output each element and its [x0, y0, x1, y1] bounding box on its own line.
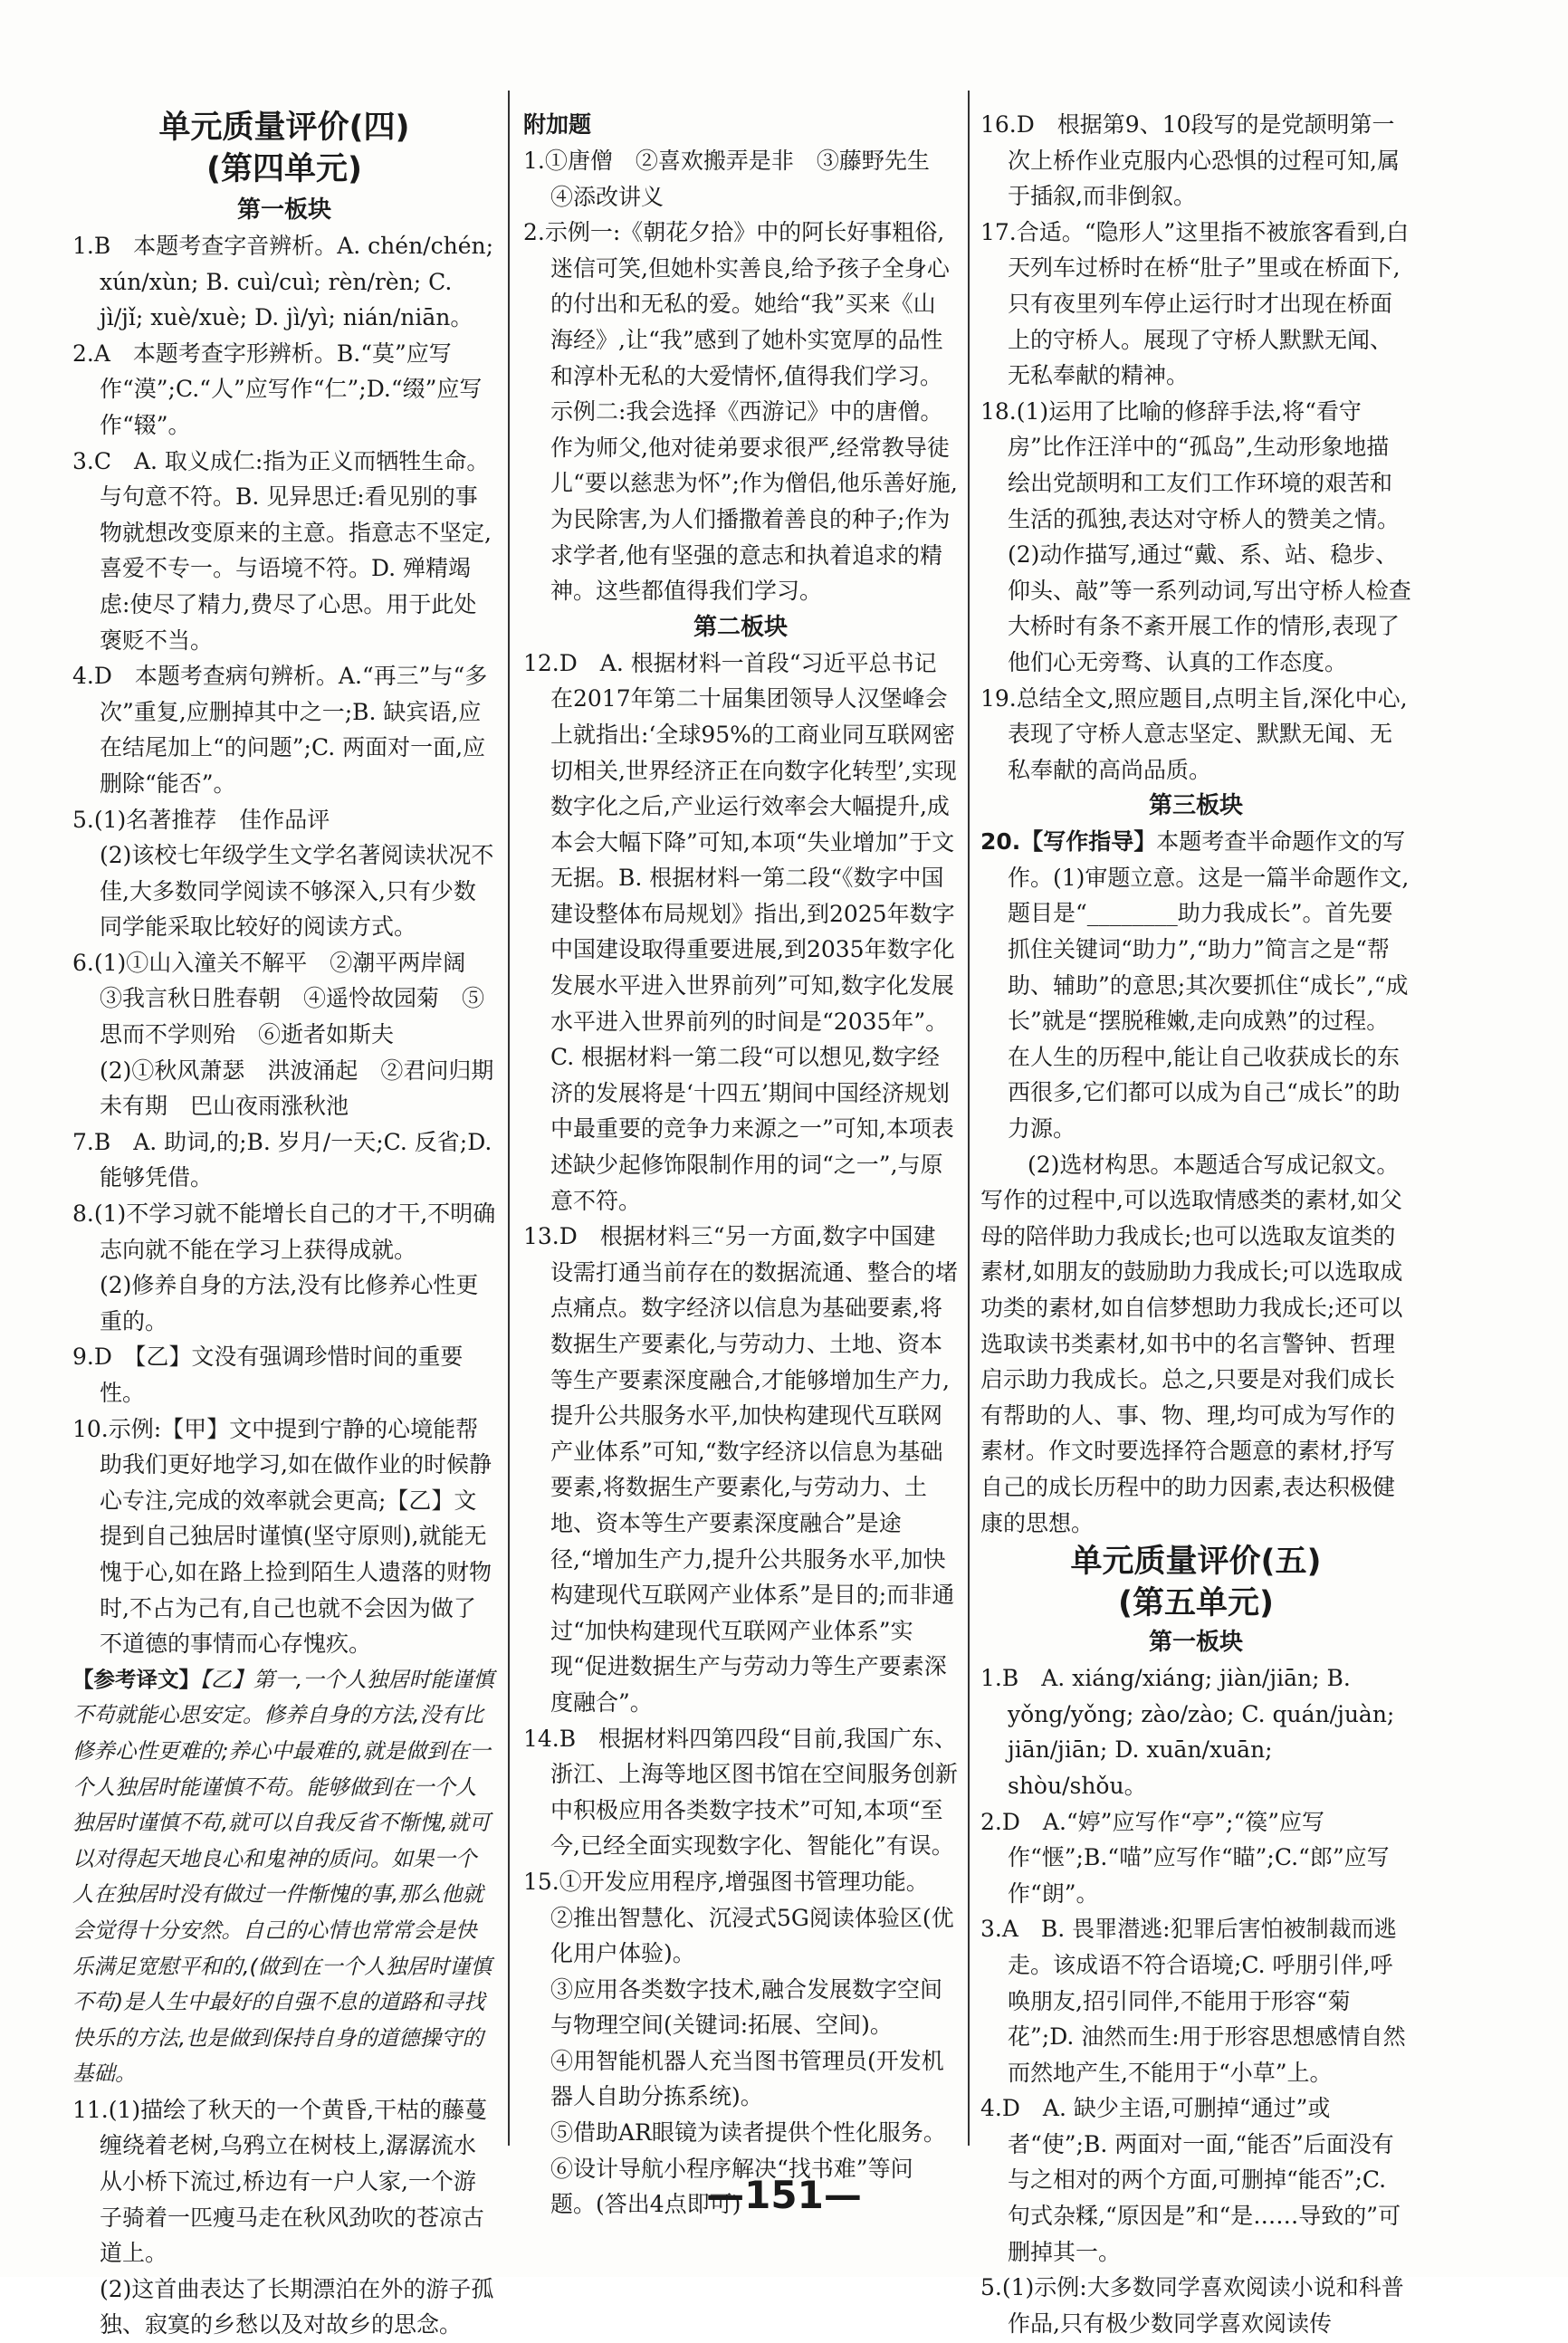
answer-item: 11.(1)描绘了秋天的一个黄昏,干枯的藤蔓缠绕着老树,乌鸦立在树枝上,潺潺流水从小桥下流过,桥边有一户人家,一个游子骑着一匹瘦马走在秋风劲吹的苍凉古道上。	[72, 2096, 488, 2267]
unit-subtitle: (第四单元)	[206, 151, 362, 187]
answer-item: (2)这首曲表达了长期漂泊在外的游子孤独、寂寞的乡愁以及对故乡的思念。	[100, 2275, 494, 2338]
answer-item: (2)该校七年级学生文学名著阅读状况不佳,大多数同学阅读不够深入,只有少数同学能采取比较好的阅读方式。	[100, 842, 494, 941]
section-heading: 第二板块	[693, 613, 788, 641]
answer-item: 2.A 本题考查字形辨析。B.“莫”应写作“漠”;C.“人”应写作“仁”;D.“缀”应写作“辍”。	[72, 339, 483, 438]
answer-item: 1.①唐僧 ②喜欢搬弄是非 ③藤野先生 ④添改讲义	[523, 148, 952, 210]
answer-item: 5.(1)示例:大多数同学喜欢阅读小说和科普作品,只有极少数同学喜欢阅读传	[980, 2274, 1404, 2337]
answer-item: 8.(1)不学习就不能增长自己的才干,不明确志向就不能在学习上获得成就。	[72, 1200, 496, 1263]
answer-item: ⑥设计导航小程序解决“找书难”等问题。(答出4点即可)	[550, 2155, 913, 2218]
answer-item	[980, 824, 1411, 1146]
section-heading: 第三板块	[1148, 792, 1243, 820]
answer-item: 3.C A. 取义成仁:指为正义而牺牲生命。与句意不符。B. 见异思迁:看见别的事物就想改变原来的主意。指意志不坚定,喜爱不专一。与语境不符。D. 殚精竭虑:使尽了精力,费尽了心思。用于此处褒贬不当。	[72, 447, 492, 654]
answer-item: 示例二:我会选择《西游记》中的唐僧。作为师父,他对徒弟要求很严,经常教导徒儿“要以慈悲为怀”;作为僧侣,他乐善好施,为民除害,为人们播撒着善良的种子;作为求学者,他有坚强的意志和执着追求的精神。这些都值得我们学习。	[550, 398, 958, 605]
unit-title: 单元质量评价(五)	[1070, 1544, 1322, 1581]
answer-item: 7.B A. 助词,的;B. 岁月/一天;C. 反省;D. 能够凭借。	[72, 1128, 492, 1191]
answer-item: ②推出智慧化、沉浸式5G阅读体验区(优化用户体验)。	[550, 1904, 954, 1967]
answer-item: 4.D 本题考查病句辨析。A.“再三”与“多次”重复,应删掉其中之一;B. 缺宾语,应在结尾加上“的问题”;C. 两面对一面,应删除“能否”。	[72, 663, 488, 797]
answer-item: 16.D 根据第9、10段写的是党颉明第一次上桥作业克服内心恐惧的过程可知,属于插叙,而非倒叙。	[980, 111, 1400, 210]
answer-item: 19.总结全文,照应题目,点明主旨,深化中心,表现了守桥人意志坚定、默默无闻、无私奉献的高尚品质。	[980, 684, 1408, 783]
writing-guide-text: 本题考查半命题作文的写作。(1)审题立意。这是一篇半命题作文,题目是“________助力我成长”。首先要抓住关键词“助力”,“助力”简言之是“帮助、辅助”的意思;其次要抓住“成长”,“成长”就是“摆脱稚嫩,走向成熟”的过程。在人生的历程中,能让自己收获成长的东西很多,它们都可以成为自己“成长”的助力源。	[1008, 828, 1410, 1143]
answer-item: ④用智能机器人充当图书管理员(开发机器人自助分拣系统)。	[550, 2047, 944, 2110]
answer-item: 2.示例一:《朝花夕拾》中的阿长好事粗俗,迷信可笑,但她朴实善良,给予孩子全身心的付出和无私的爱。她给“我”买来《山海经》,让“我”感到了她朴实宽厚的品性和淳朴无私的大爱情怀,值得我们学习。	[523, 219, 950, 389]
column-divider	[508, 91, 510, 2146]
answer-item: 2.D A.“婷”应写作“亭”;“篌”应写作“惬”;B.“喵”应写作“瞄”;C.“郎”应写作“朗”。	[980, 1808, 1390, 1907]
answer-item: 1.B A. xiáng/xiáng; jiàn/jiān; B. yǒng/yǒng; zào/zào; C. quán/juàn; jiān/jiān; D. xuān/xuān; shòu/shǒu。	[980, 1665, 1395, 1799]
column-right	[980, 107, 1411, 2341]
answer-item: 15.①开发应用程序,增强图书管理功能。	[523, 1868, 929, 1895]
column-middle	[523, 107, 958, 2223]
answer-item: 13.D 根据材料三“另一方面,数字中国建设需打通当前存在的数据流通、整合的堵点痛点。数字经济以信息为基础要素,将数据生产要素化,与劳动力、土地、资本等生产要素深度融合,才能够增加生产力,提升公共服务水平,加快构建现代互联网产业体系”可知,“数字经济以信息为基础要素,将数据生产要素化,与劳动力、土地、资本等生产要素深度融合”是途径,“增加生产力,提升公共服务水平,加快构建现代互联网产业体系”是目的;而非通过“加快构建现代互联网产业体系”实现“促进数据生产与劳动力等生产要素深度融合”。	[523, 1223, 959, 1716]
answer-item: 1.B 本题考查字音辨析。A. chén/chén; xún/xùn; B. cuì/cuì; rèn/rèn; C. jì/jǐ; xuè/xuè; D. jì/yì; nián/niān。	[72, 233, 494, 331]
answer-item: ⑤借助AR眼镜为读者提供个性化服务。	[550, 2119, 946, 2147]
writing-guide-label: 20.【写作指导】	[980, 828, 1157, 856]
answer-item: 18.(1)运用了比喻的修辞手法,将“看守房”比作汪洋中的“孤岛”,生动形象地描绘出党颉明和工友们工作环境的艰苦和生活的孤独,表达对守桥人的赞美之情。	[980, 397, 1400, 532]
column-left	[72, 107, 496, 2343]
bonus-heading: 附加题	[523, 111, 592, 138]
answer-item: 6.(1)①山入潼关不解平 ②潮平两岸阔 ③我言秋日胜春朝 ④遥怜故园菊 ⑤思而不学则殆 ⑥逝者如斯夫	[72, 949, 489, 1048]
answer-item: (2)修养自身的方法,没有比修养心性更重的。	[100, 1272, 479, 1334]
translation-label: 【参考译文】	[72, 1666, 200, 1692]
answer-item: (2)动作描写,通过“戴、系、站、稳步、仰头、敲”等一系列动词,写出守桥人检查大桥时有条不紊开展工作的情形,表现了他们心无旁骛、认真的工作态度。	[1008, 541, 1411, 675]
unit-subtitle: (第五单元)	[1118, 1585, 1274, 1622]
answer-item: 4.D A. 缺少主语,可删掉“通过”或者“使”;B. 两面对一面,“能否”后面没有与之相对的两个方面,可删掉“能否”;C. 句式杂糅,“原因是”和“是……导致的”可删掉其一。	[980, 2095, 1401, 2265]
answer-item: 17.合适。“隐形人”这里指不被旅客看到,白天列车过桥时在桥“肚子”里或在桥面下,只有夜里列车停止运行时才出现在桥面上的守桥人。展现了守桥人默默无闻、无私奉献的精神。	[980, 218, 1410, 389]
page-number: —151—	[706, 2173, 862, 2217]
unit-title: 单元质量评价(四)	[158, 110, 410, 146]
answer-item: 5.(1)名著推荐 佳作品评	[72, 806, 330, 833]
reference-translation	[72, 1662, 496, 2092]
translation-text: 【乙】第一,一个人独居时能谨慎不苟就能心思安定。修养自身的方法,没有比修养心性更难的;养心中最难的,就是做到在一个人独居时能谨慎不苟。能够做到在一个人独居时谨慎不苟,就可以自我反省不惭愧,就可以对得起天地良心和鬼神的质问。如果一个人在独居时没有做过一件惭愧的事,那么他就会觉得十分安然。自己的心情也常常会是快乐满足宽慰平和的,(做到在一个人独居时谨慎不苟)是人生中最好的自强不息的道路和寻找快乐的方法,也是做到保持自身的道德操守的基础。	[72, 1666, 494, 2087]
answer-item: 12.D A. 根据材料一首段“习近平总书记在2017年第二十届集团领导人汉堡峰会上就指出:‘全球95%的工商业同互联网密切相关,世界经济正在向数字化转型’,实现数字化之后,产业运行效率会大幅提升,成本会大幅下降”可知,本项“失业增加”于文无据。B. 根据材料一第二段“《数字中国建设整体布局规划》指出,到2025年数字中国建设取得重要进展,到2035年数字化发展水平进入世界前列”可知,数字化发展水平进入世界前列的时间是“2035年”。C. 根据材料一第二段“可以想见,数字经济的发展将是‘十四五’期间中国经济规划中最重要的竞争力来源之一”可知,本项表述缺少起修饰限制作用的词“之一”,与原意不符。	[523, 649, 957, 1214]
answer-item: (2)选材构思。本题适合写成记叙文。写作的过程中,可以选取情感类的素材,如父母的陪伴助力我成长;也可以选取友谊类的素材,如朋友的鼓励助力我成长;可以选取成功类的素材,如自信梦想助力我成长;还可以选取读书类素材,如书中的名言警钟、哲理启示助力我成长。总之,只要是对我们成长有帮助的人、事、物、理,均可成为写作的素材。作文时要选择符合题意的素材,抒写自己的成长历程中的助力因素,表达积极健康的思想。	[980, 1151, 1403, 1536]
answer-item: 14.B 根据材料四第四段“目前,我国广东、浙江、上海等地区图书馆在空间服务创新中积极应用各类数字技术”可知,本项“至今,已经全面实现数字化、智能化”有误。	[523, 1725, 959, 1860]
answer-item: 10.示例:【甲】文中提到宁静的心境能帮助我们更好地学习,如在做作业的时候静心专注,完成的效率就会更高;【乙】文提到自己独居时谨慎(坚守原则),就能无愧于心,如在路上捡到陌生人遗落的财物时,不占为己有,自己也就不会因为做了不道德的事情而心存愧疚。	[72, 1415, 492, 1658]
section-heading: 第一板块	[236, 196, 331, 224]
answer-item: ③应用各类数字技术,融合发展数字空间与物理空间(关键词:拓展、空间)。	[550, 1975, 942, 2039]
column-divider	[968, 91, 970, 2146]
answer-item: 9.D 【乙】文没有强调珍惜时间的重要性。	[72, 1344, 464, 1406]
section-heading: 第一板块	[1148, 1629, 1243, 1657]
answer-item: 3.A B. 畏罪潜逃:犯罪后害怕被制裁而逃走。该成语不符合语境;C. 呼朋引伴,呼唤朋友,招引同伴,不能用于形容“菊花”;D. 油然而生:用于形容思想感情自然而然地产生,不能用于“小草”上。	[980, 1916, 1406, 2086]
answer-item: (2)①秋风萧瑟 洪波涌起 ②君问归期未有期 巴山夜雨涨秋池	[100, 1057, 494, 1120]
